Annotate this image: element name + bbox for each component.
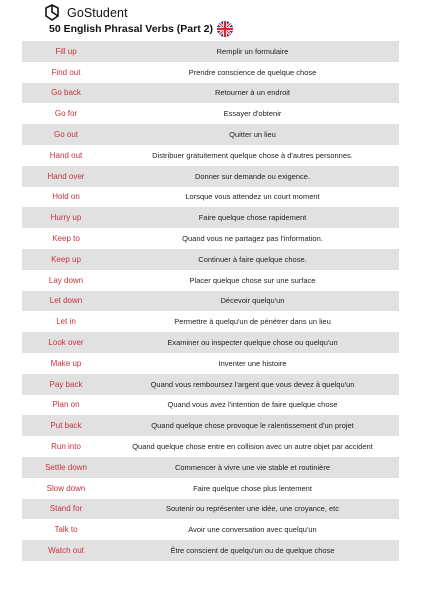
table-row — [22, 124, 399, 145]
phrasal-verb: Keep up — [51, 254, 81, 264]
page-title: 50 English Phrasal Verbs (Part 2) — [49, 23, 213, 35]
verb-meaning: Faire quelque chose plus lentement — [193, 483, 312, 493]
verb-meaning: Quitter un lieu — [229, 130, 276, 140]
verb-meaning: Continuer à faire quelque chose. — [198, 254, 307, 264]
phrasal-verbs-table — [22, 41, 399, 561]
phrasal-verb: Stand for — [49, 504, 83, 514]
page-header — [49, 20, 233, 38]
phrasal-verb: Keep to — [52, 234, 80, 244]
verb-meaning: Quand vous ne partagez pas l'information. — [182, 234, 323, 244]
table-row — [22, 374, 399, 395]
phrasal-verb: Put back — [50, 421, 82, 431]
verb-meaning: Quand quelque chose provoque le ralentissement d'un projet — [151, 421, 354, 431]
verb-meaning: Commencer à vivre une vie stable et routinière — [174, 462, 331, 472]
phrasal-verb: Go for — [54, 109, 78, 119]
table-row — [22, 499, 399, 520]
table-row — [22, 145, 399, 166]
verb-meaning: Être conscient de quelqu'un ou de quelque chose — [170, 546, 335, 556]
verb-meaning: Placer quelque chose sur une surface — [189, 275, 316, 285]
table-row — [22, 166, 399, 187]
verb-meaning: Quand vous remboursez l'argent que vous devez à quelqu'un — [150, 379, 355, 389]
table-row — [22, 457, 399, 478]
phrasal-verb: Hand over — [47, 171, 85, 181]
verb-meaning: Donner sur demande ou exigence. — [194, 171, 311, 181]
phrasal-verb: Let down — [49, 296, 83, 306]
phrasal-verb: Go back — [51, 88, 81, 98]
verb-meaning: Décevoir quelqu'un — [220, 296, 285, 306]
verb-meaning: Distribuer gratuitement quelque chose à d'autres personnes. — [152, 150, 353, 160]
table-row — [22, 249, 399, 270]
verb-meaning: Examiner ou inspecter quelque chose ou quelqu'un — [167, 338, 338, 348]
table-row — [22, 187, 399, 208]
phrasal-verb: Let in — [56, 317, 76, 327]
table-row — [22, 436, 399, 457]
table-row — [22, 62, 399, 83]
verb-meaning: Quand quelque chose entre en collision avec un autre objet par accident — [132, 442, 373, 452]
table-row — [22, 478, 399, 499]
uk-flag-icon — [217, 21, 233, 37]
table-row — [22, 103, 399, 124]
verb-meaning: Prendre conscience de quelque chose — [188, 67, 317, 77]
table-row — [22, 83, 399, 104]
phrasal-verb: Go out — [53, 130, 78, 140]
verb-meaning: Avoir une conversation avec quelqu'un — [188, 525, 317, 535]
table-row — [22, 207, 399, 228]
phrasal-verb: Run into — [51, 442, 81, 452]
phrasal-verb: Find out — [51, 67, 81, 77]
verb-meaning: Inventer une histoire — [218, 358, 287, 368]
verb-meaning: Quand vous avez l'intention de faire quelque chose — [167, 400, 338, 410]
phrasal-verb: Make up — [50, 358, 82, 368]
table-row — [22, 228, 399, 249]
verb-meaning: Remplir un formulaire — [216, 46, 289, 56]
verb-meaning: Lorsque vous attendez un court moment — [185, 192, 320, 202]
verb-meaning: Soutenir ou représenter une idée, une croyance, etc — [165, 504, 340, 514]
table-row — [22, 311, 399, 332]
phrasal-verb: Look over — [48, 338, 84, 348]
table-row — [22, 353, 399, 374]
phrasal-verb: Lay down — [48, 275, 84, 285]
verb-meaning: Essayer d'obtenir — [223, 109, 282, 119]
verb-meaning: Faire quelque chose rapidement — [198, 213, 307, 223]
table-row — [22, 332, 399, 353]
table-row — [22, 540, 399, 561]
phrasal-verb: Slow down — [46, 483, 86, 493]
table-row — [22, 270, 399, 291]
table-row — [22, 415, 399, 436]
phrasal-verb: Pay back — [49, 379, 83, 389]
verb-meaning: Retourner à un endroit — [214, 88, 291, 98]
verb-meaning: Permettre à quelqu'un de pénétrer dans un lieu — [174, 317, 331, 327]
phrasal-verb: Fill up — [55, 46, 77, 56]
phrasal-verb: Watch out — [48, 546, 84, 556]
table-row — [22, 41, 399, 62]
phrasal-verb: Talk to — [54, 525, 78, 535]
table-row — [22, 291, 399, 312]
phrasal-verb: Plan on — [52, 400, 80, 410]
phrasal-verb: Hurry up — [50, 213, 82, 223]
table-row — [22, 395, 399, 416]
table-row — [22, 519, 399, 540]
phrasal-verb: Settle down — [45, 462, 87, 472]
brand-name: GoStudent — [67, 6, 128, 20]
phrasal-verb: Hold on — [52, 192, 80, 202]
phrasal-verb: Hand out — [49, 150, 83, 160]
